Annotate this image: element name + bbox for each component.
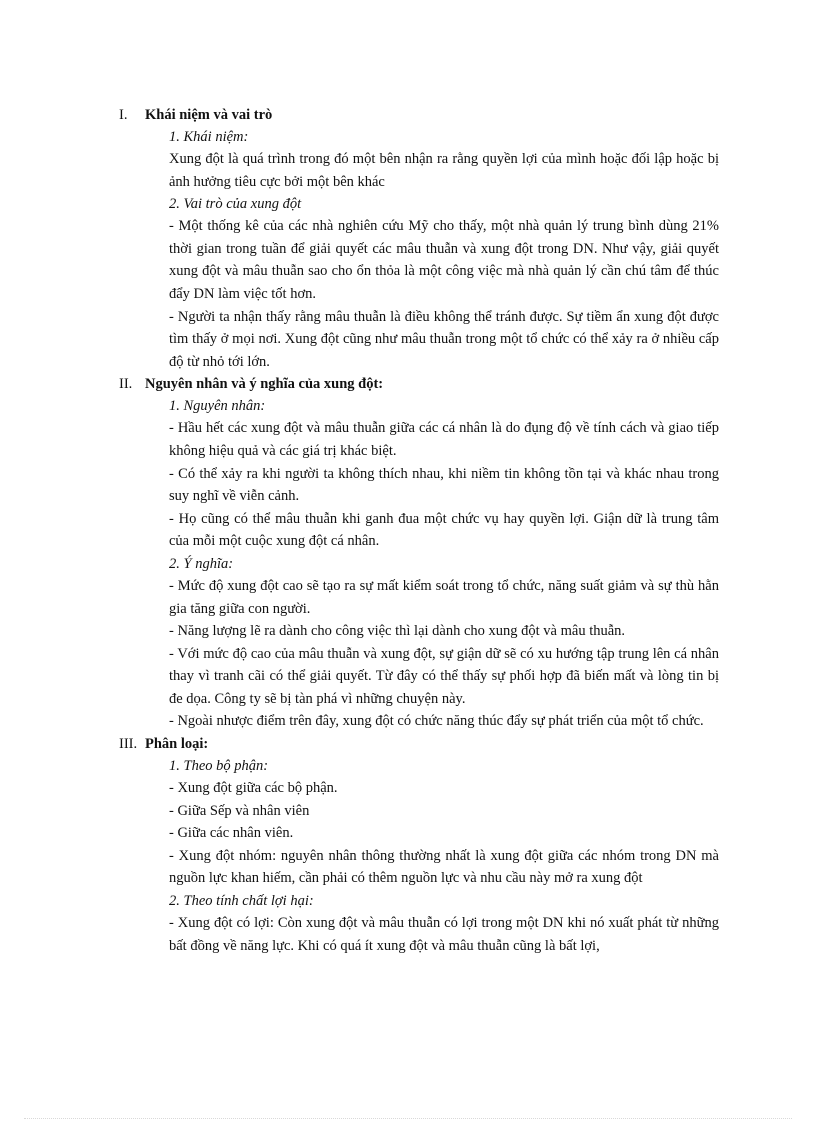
subsection-heading: 2. Vai trò của xung đột [169, 196, 302, 213]
paragraph: - Hầu hết các xung đột và mâu thuẫn giữa các cá nhân là do đụng độ về tính cách và giao tiếp không hiệu quả và các giá trị khác biệt. [169, 420, 719, 459]
paragraph: - Ngoài nhược điểm trên đây, xung đột có chức năng thúc đẩy sự phát triển của một tổ chức. [169, 713, 704, 730]
section-number: II. [119, 376, 133, 393]
section-heading [119, 104, 719, 126]
paragraph: - Mức độ xung đột cao sẽ tạo ra sự mất kiểm soát trong tổ chức, năng suất giảm và sự thù hằn gia tăng giữa con người. [169, 577, 719, 617]
subsection-heading: 2. Ý nghĩa: [169, 555, 234, 572]
section-heading [119, 373, 719, 395]
subsection-heading: 2. Theo tính chất lợi hại: [169, 893, 314, 910]
paragraph: - Xung đột giữa các bộ phận. [169, 780, 338, 797]
section-title: Nguyên nhân và ý nghĩa của xung đột: [145, 376, 384, 393]
paragraph: - Giữa Sếp và nhân viên [169, 802, 310, 819]
paragraph: - Xung đột nhóm: nguyên nhân thông thường nhất là xung đột giữa các nhóm trong DN mà nguồn lực khan hiếm, cần phải có thêm nguồn lực và nhu cầu này mở ra xung đột [169, 847, 719, 887]
section-title: Phân loại: [145, 736, 209, 753]
paragraph: - Năng lượng lẽ ra dành cho công việc thì lại dành cho xung đột và mâu thuẫn. [169, 623, 626, 640]
paragraph: - Xung đột có lợi: Còn xung đột và mâu thuẫn có lợi trong một DN khi nó xuất phát từ những bất đồng về năng lực. Khi có quá ít xung đột và mâu thuẫn cũng là bất lợi, [169, 915, 719, 954]
subsection-heading: 1. Theo bộ phận: [169, 758, 269, 775]
paragraph: - Với mức độ cao của mâu thuẫn và xung đột, sự giận dữ sẽ có xu hướng tập trung lên cá nhân thay vì tranh cãi có thể giải quyết. Từ đây có thể thấy sự phối hợp đã biến mất và lòng tin bị đe dọa. Công ty sẽ bị tàn phá vì những chuyện này. [169, 645, 719, 707]
subsection-heading: 1. Nguyên nhân: [169, 398, 266, 415]
paragraph: - Một thống kê của các nhà nghiên cứu Mỹ cho thấy, một nhà quản lý trung bình dùng 21% thời gian trong tuần để giải quyết các mâu thuẫn và xung đột trong DN. Như vậy, giải quyết xung đột và mâu thuẫn sao cho ổn thỏa là một công việc mà nhà quản lý cần chú tâm để thúc đẩy DN làm việc tốt hơn. [169, 218, 719, 302]
paragraph: - Giữa các nhân viên. [169, 825, 294, 842]
paragraph: - Người ta nhận thấy rằng mâu thuẫn là điều không thể tránh được. Sự tiềm ẩn xung đột được tìm thấy ở mọi nơi. Xung đột cũng như mâu thuẫn trong một tổ chức có thể xảy ra ở nhiều cấp độ từ nhỏ tới lớn. [169, 308, 719, 370]
document-body [119, 104, 719, 957]
section-number: III. [119, 736, 138, 753]
section-title: Khái niệm và vai trò [145, 107, 273, 123]
subsection-heading: 1. Khái niệm: [169, 129, 249, 145]
section-number: I. [119, 107, 128, 123]
paragraph: Xung đột là quá trình trong đó một bên nhận ra rằng quyền lợi của mình hoặc đối lập hoặc bị ảnh hưởng tiêu cực bởi một bên khác [169, 151, 719, 190]
paragraph: - Có thể xảy ra khi người ta không thích nhau, khi niềm tin không tồn tại và khác nhau trong suy nghĩ về viễn cảnh. [169, 465, 719, 505]
paragraph: - Họ cũng có thể mâu thuẫn khi ganh đua một chức vụ hay quyền lợi. Giận dữ là trung tâm của mỗi một cuộc xung đột cá nhân. [169, 510, 719, 550]
page-bottom-divider [24, 1118, 792, 1119]
section-heading [119, 733, 719, 755]
